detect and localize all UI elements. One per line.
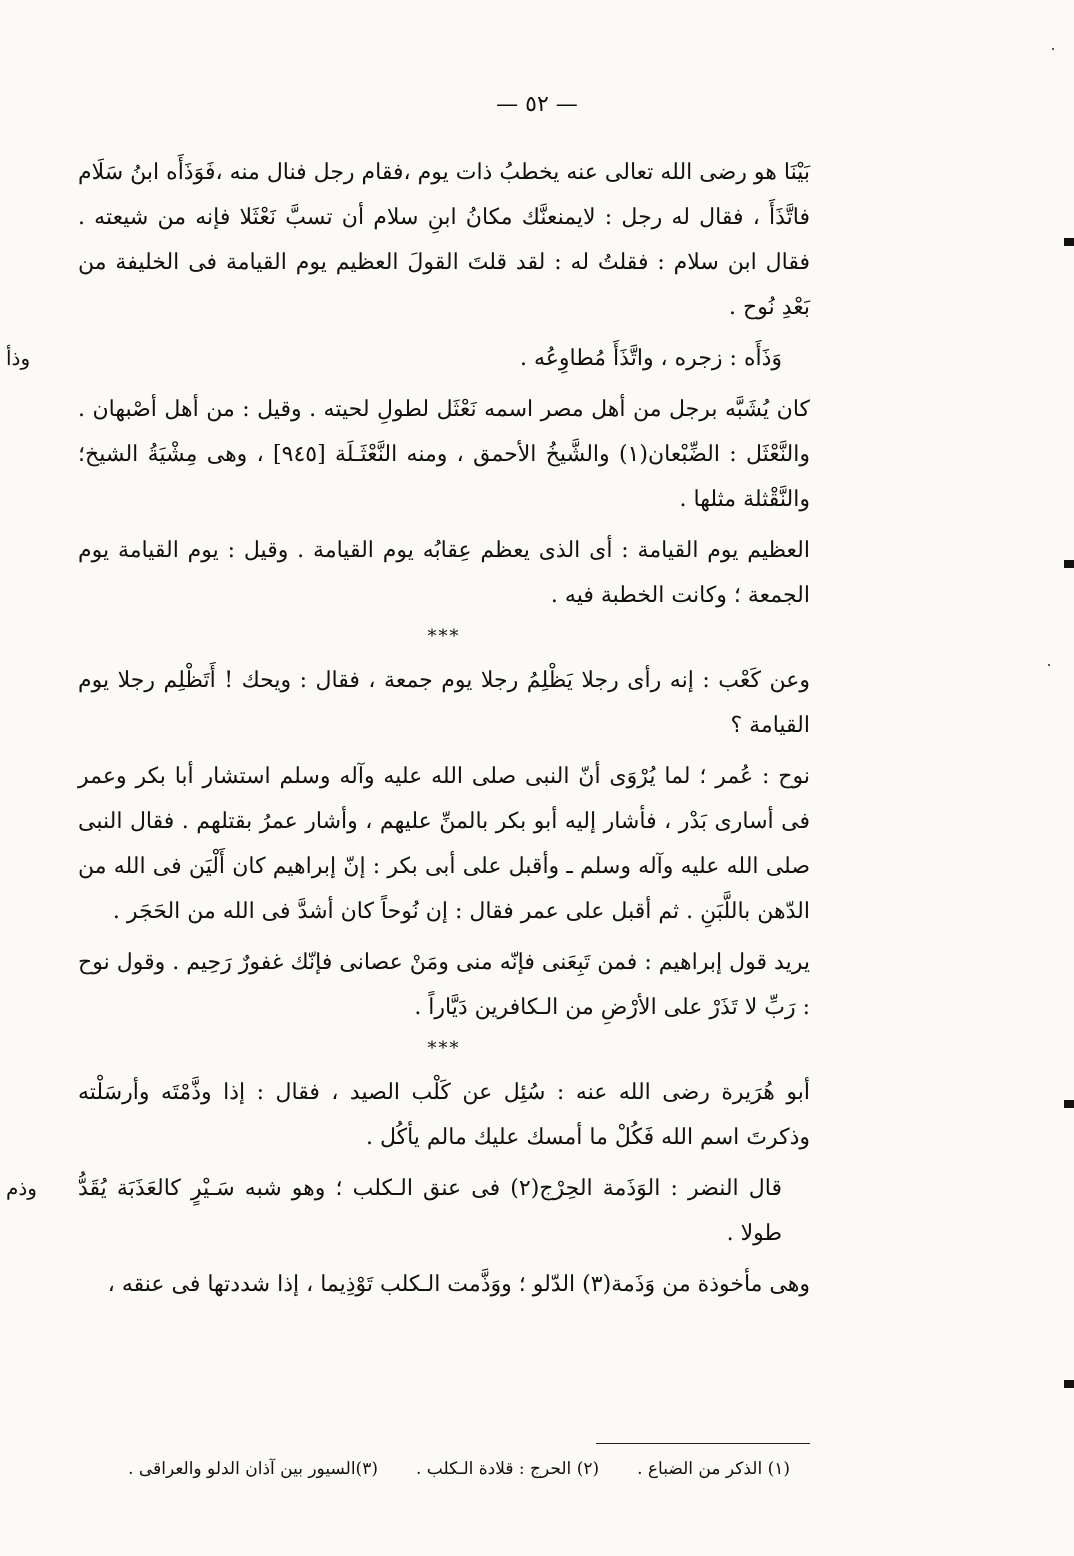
scan-edge-mark <box>1064 238 1074 246</box>
footnote: (١) الذكر من الضباع . <box>637 1459 790 1479</box>
body-paragraph <box>6 336 810 381</box>
body-paragraph <box>78 528 810 618</box>
paragraph-text: بَيْنَا هو رضى الله تعالى عنه يخطبُ ذات يوم ،فقام رجل فنال منه ،فَوَذَأَه ابنُ سَلَام فاتَّذَأَ ، فقال له رجل : لايمنعنَّك مكانُ ابنِ سلام أن تسبَّ نَعْثَلا فإنه من شيعته . فقال ابن سلام : فقلتُ له : لقد قلتَ القولَ العظيم يوم القيامة فى الخليفة من بَعْدِ نُوح . <box>78 160 810 320</box>
paragraph-text: وعن كَعْب : إنه رأى رجلا يَظْلِمُ رجلا يوم جمعة ، فقال : ويحك ! أَتَظْلِم رجلا يوم القيامة ؟ <box>78 668 810 738</box>
body-paragraph <box>78 150 810 330</box>
footnote-rule <box>596 1443 810 1444</box>
paragraph-text: قال النضر : الوَذَمة الحِرْج(٢) فى عنق الـكلب ؛ وهو شبه سَـيْرٍ كالعَذَبَة يُقَدُّ طولا . <box>78 1176 782 1246</box>
paragraph-text: نوح : عُمر ؛ لما يُرْوَى أنّ النبى صلى الله عليه وآله وسلم استشار أبا بكر وعمر فى أسارى بَدْر ، فأشار إليه أبو بكر بالمنِّ عليهم ، وأشار عمرُ بقتلهم . فقال النبى صلى الله عليه وآله وسلم ـ وأقبل على أبى بكر : إنّ إبراهيم كان أَلْيَن فى الله من الدّهن باللَّبَنِ . ثم أقبل على عمر فقال : إن نُوحاً كان أشدَّ فى الله من الحَجَر . <box>78 764 810 924</box>
scan-edge-mark <box>1064 1100 1074 1108</box>
footnotes <box>78 1456 790 1482</box>
body-paragraph <box>78 754 810 934</box>
body-paragraph <box>78 658 810 748</box>
footnote: (٣)السيور بين آذان الدلو والعراقى . <box>128 1459 378 1479</box>
paragraph-text: العظيم يوم القيامة : أى الذى يعظم عِقابُه يوم القيامة . وقيل : يوم القيامة يوم الجمعة ؛ وكانت الخطبة فيه . <box>78 538 810 608</box>
scan-edge-mark <box>1064 1380 1074 1388</box>
body-paragraph <box>78 1070 810 1160</box>
section-divider: *** <box>427 626 461 647</box>
paragraph-text: وهى مأخوذة من وَذَمة(٣) الدّلو ؛ ووَذَّمت الـكلب تَوْذِيما ، إذا شددتها فى عنقه ، <box>107 1272 810 1297</box>
body-paragraph <box>78 387 810 522</box>
paragraph-text: كان يُشَبَّه برجل من أهل مصر اسمه نَعْثَل لطولِ لحيته . وقيل : من أهل أصْبهان . والنَّعْثَل : الضِّبْعان(١) والشَّيخُ الأحمق ، ومنه النَّعْثَـلَة [٩٤٥] ، وهى مِشْيَةُ الشيخ؛ والنَّقْثلة مثلها . <box>78 397 810 512</box>
paragraph-text: يريد قول إبراهيم : فمن تَبِعَنى فإنّه منى ومَنْ عصانى فإنّك غفورٌ رَحِيم . وقول نوح : رَبِّ لا تَذَرْ على الأرْضِ من الـكافرين دَيَّاراً . <box>78 950 810 1020</box>
footnote: (٢) الحرج : قلادة الـكلب . <box>415 1459 600 1479</box>
margin-root-word: وذأ <box>6 346 31 370</box>
paragraph-text: وَذَأَه : زجره ، واتَّذَأَ مُطاوِعُه . <box>519 346 782 371</box>
scan-edge-mark <box>1064 560 1074 568</box>
page-body <box>6 150 810 1313</box>
section-divider: *** <box>427 1038 461 1059</box>
body-paragraph <box>6 1166 810 1256</box>
page-number: — ٥٢ — <box>496 92 578 117</box>
body-paragraph <box>78 940 810 1030</box>
paragraph-text: أبو هُرَيرة رضى الله عنه : سُئِل عن كَلْب الصيد ، فقال : إذا وذَّمْتَه وأرسَلْته وذكرتَ اسم الله فَكُلْ ما أمسك عليك مالم يأكُل . <box>78 1080 810 1150</box>
margin-root-word: وذم <box>6 1176 37 1200</box>
scan-dot <box>1048 664 1050 666</box>
body-paragraph <box>78 1262 810 1307</box>
scan-dot <box>1052 48 1054 50</box>
